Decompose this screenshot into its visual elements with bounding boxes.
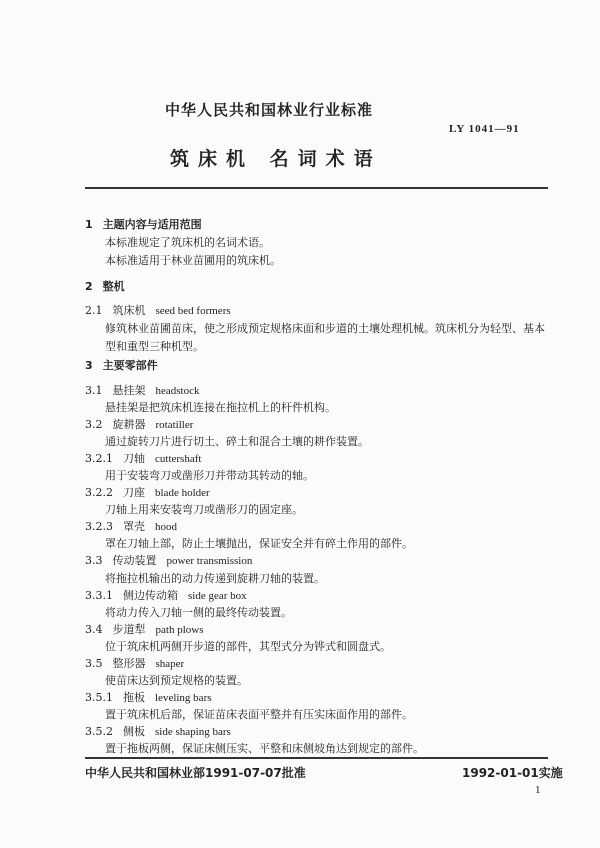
term-en: shaper — [155, 657, 185, 670]
section-title: 主要零部件 — [102, 359, 158, 372]
term-zh: 刀座 — [123, 486, 145, 500]
term-heading — [85, 450, 550, 467]
standard-code: LY 1041—91 — [449, 123, 520, 135]
term-zh: 传动装置 — [112, 554, 157, 568]
term-en: headstock — [155, 385, 200, 397]
term-zh: 侧板 — [123, 724, 145, 738]
term-number: 2.1 — [85, 304, 103, 317]
term-number: 3.5.2 — [85, 724, 113, 738]
term-en: power transmission — [166, 555, 253, 568]
term-heading — [85, 302, 550, 320]
term-definition: 位于筑床机两侧开步道的部件，其型式分为铧式和圆盘式。 — [105, 639, 391, 653]
term-heading — [85, 552, 550, 569]
term-definition: 悬挂架是把筑床机连接在拖拉机上的杆件机构。 — [105, 401, 336, 415]
term-en: leveling bars — [155, 691, 212, 704]
page-number: 1 — [535, 784, 541, 796]
term-definition: 用于安装弯刀或凿形刀并带动其转动的轴。 — [105, 469, 314, 483]
header-divider — [85, 187, 548, 189]
term-number: 3.3.1 — [85, 588, 113, 602]
section-2 — [85, 278, 550, 356]
term-zh: 拖板 — [123, 690, 145, 704]
approval-note: 中华人民共和国林业部1991-07-07批准 — [85, 766, 306, 780]
section-title: 主题内容与适用范围 — [102, 218, 202, 231]
term-zh: 旋耕器 — [112, 418, 146, 432]
term-en: seed bed formers — [155, 305, 231, 317]
effective-date: 1992-01-01实施 — [462, 766, 563, 780]
term-heading — [85, 518, 550, 535]
term-en: side shaping bars — [155, 725, 231, 738]
section-number: 1 — [85, 218, 93, 231]
paragraph: 本标准适用于林业苗圃用的筑床机。 — [105, 254, 281, 267]
term-definition: 使苗床达到预定规格的装置。 — [105, 673, 248, 687]
term-list — [85, 382, 550, 757]
section-number: 3 — [85, 359, 93, 372]
term-definition: 置于筑床机后部，保证苗床表面平整并有压实床面作用的部件。 — [105, 707, 413, 721]
term-zh: 悬挂架 — [112, 384, 146, 397]
section-number: 2 — [85, 280, 93, 293]
term-en: cuttershaft — [155, 453, 202, 466]
term-number: 3.5.1 — [85, 690, 113, 704]
term-heading — [85, 655, 550, 672]
term-number: 3.2 — [85, 418, 103, 432]
term-definition: 罩在刀轴上部，防止土壤抛出，保证安全并有碎土作用的部件。 — [105, 537, 413, 551]
term-definition: 将动力传入刀轴一侧的最终传动装置。 — [105, 605, 292, 619]
document-title: 筑床机 名词术语 — [170, 148, 382, 170]
term-en: path plows — [155, 623, 204, 636]
term-number: 3.4 — [85, 622, 103, 636]
term-heading — [85, 382, 550, 399]
term-zh: 步道犁 — [112, 622, 146, 636]
term-definition: 修筑林业苗圃苗床，使之形成预定规格床面和步道的土壤处理机械。筑床机分为轻型、基本型和重型三种机型。 — [105, 322, 545, 353]
term-definition: 刀轴上用来安装弯刀或凿形刀的固定座。 — [105, 503, 303, 517]
term-definition: 将拖拉机输出的动力传递到旋耕刀轴的装置。 — [105, 571, 325, 585]
term-zh: 罩壳 — [123, 520, 145, 534]
issuing-body-heading: 中华人民共和国林业行业标准 — [165, 101, 374, 119]
term-zh: 整形器 — [112, 656, 146, 670]
term-number: 3.1 — [85, 384, 103, 397]
term-number: 3.3 — [85, 554, 103, 568]
section-title: 整机 — [102, 280, 125, 293]
term-zh: 刀轴 — [123, 452, 145, 466]
term-en: rotatiller — [155, 419, 194, 432]
term-en: side gear box — [188, 589, 247, 602]
term-heading — [85, 723, 550, 740]
term-number: 3.2.2 — [85, 486, 113, 500]
term-en: hood — [155, 521, 177, 534]
term-heading — [85, 587, 550, 604]
term-heading — [85, 689, 550, 706]
term-number: 3.2.3 — [85, 520, 113, 534]
term-heading — [85, 484, 550, 501]
section-3 — [85, 357, 550, 375]
section-1 — [85, 216, 550, 270]
term-number: 3.5 — [85, 656, 103, 670]
paragraph: 本标准规定了筑床机的名词术语。 — [105, 236, 270, 249]
term-number: 3.2.1 — [85, 452, 113, 466]
term-definition: 通过旋转刀片进行切土、碎土和混合土壤的耕作装置。 — [105, 435, 369, 449]
term-heading — [85, 416, 550, 433]
term-heading — [85, 621, 550, 638]
term-zh: 筑床机 — [112, 304, 146, 317]
term-en: blade holder — [155, 487, 210, 500]
term-definition: 置于拖板两侧，保证床侧压实、平整和床侧坡角达到规定的部件。 — [105, 741, 424, 755]
term-zh: 侧边传动箱 — [123, 588, 178, 602]
footer-divider — [85, 757, 548, 759]
